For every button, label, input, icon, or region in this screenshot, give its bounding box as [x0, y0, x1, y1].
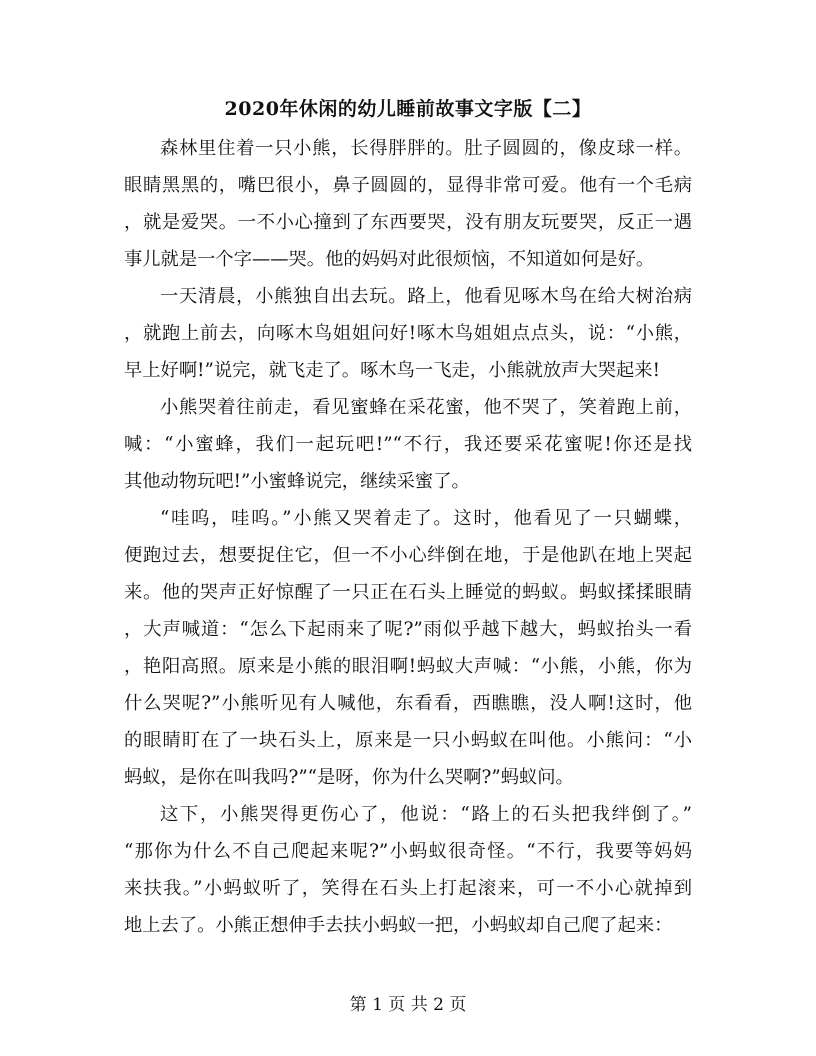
text-line: ，就跑上前去，向啄木鸟姐姐问好!啄木鸟姐姐点点头，说：“小熊，	[124, 323, 692, 344]
text-line: “哇呜，哇呜。”小熊又哭着走了。这时，他看见了一只蝴蝶，	[160, 508, 692, 529]
text-line: 一天清晨，小熊独自出去玩。路上，他看见啄木鸟在给大树治病	[160, 286, 692, 307]
text-line: 眼睛黑黑的，嘴巴很小，鼻子圆圆的，显得非常可爱。他有一个毛病	[124, 175, 692, 196]
text-line: 便跑过去，想要捉住它，但一不小心绊倒在地，于是他趴在地上哭起	[124, 545, 692, 566]
text-line: 森林里住着一只小熊，长得胖胖的。肚子圆圆的，像皮球一样。	[160, 138, 692, 159]
text-line: 早上好啊!”说完，就飞走了。啄木鸟一飞走，小熊就放声大哭起来!	[124, 360, 660, 381]
text-line: 地上去了。小熊正想伸手去扶小蚂蚁一把，小蚂蚁却自己爬了起来：	[124, 915, 673, 936]
text-line: 什么哭呢?”小熊听见有人喊他，东看看，西瞧瞧，没人啊!这时，他	[124, 693, 692, 714]
text-line: 其他动物玩吧!”小蜜蜂说完，继续采蜜了。	[124, 471, 470, 492]
text-line: 来扶我。”小蚂蚁听了，笑得在石头上打起滚来，可一不小心就掉到	[124, 878, 692, 899]
text-line: 小熊哭着往前走，看见蜜蜂在采花蜜，他不哭了，笑着跑上前，	[160, 397, 692, 418]
document-title: 2020年休闲的幼儿睡前故事文字版【二】	[224, 98, 592, 120]
text-line: 这下，小熊哭得更伤心了，他说：“路上的石头把我绊倒了。”	[160, 804, 692, 825]
text-line: 来。他的哭声正好惊醒了一只正在石头上睡觉的蚂蚁。蚂蚁揉揉眼睛	[124, 582, 692, 603]
text-line: 喊：“小蜜蜂，我们一起玩吧!”“不行，我还要采花蜜呢!你还是找	[124, 434, 692, 455]
page-footer: 第 1 页 共 2 页	[349, 995, 467, 1015]
text-line: ，就是爱哭。一不小心撞到了东西要哭，没有朋友玩要哭，反正一遇	[124, 212, 692, 233]
text-line: ，艳阳高照。原来是小熊的眼泪啊!蚂蚁大声喊：“小熊，小熊，你为	[124, 656, 692, 677]
text-line: “那你为什么不自己爬起来呢?”小蚂蚁很奇怪。“不行，我要等妈妈	[124, 841, 692, 862]
text-line: 蚂蚁，是你在叫我吗?”“是呀，你为什么哭啊?”蚂蚁问。	[124, 767, 574, 788]
text-line: 的眼睛盯在了一块石头上，原来是一只小蚂蚁在叫他。小熊问：“小	[124, 730, 692, 751]
text-line: 事儿就是一个字——哭。他的妈妈对此很烦恼，不知道如何是好。	[124, 249, 655, 270]
text-line: ，大声喊道：“怎么下起雨来了呢?”雨似乎越下越大，蚂蚁抬头一看	[124, 619, 692, 640]
